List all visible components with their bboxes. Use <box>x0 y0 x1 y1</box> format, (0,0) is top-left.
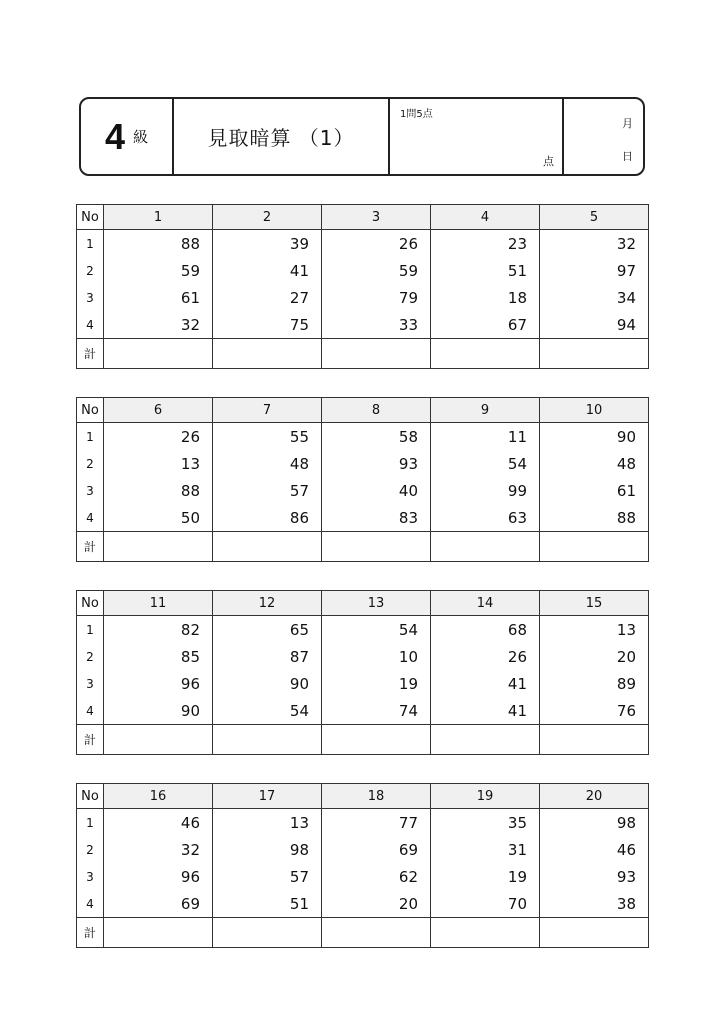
number-cell: 62 <box>322 863 431 890</box>
problem-number: 2 <box>213 205 322 230</box>
row-number: 4 <box>77 504 104 532</box>
table-row <box>77 643 649 670</box>
number-cell: 88 <box>104 477 213 504</box>
problem-number: 19 <box>431 784 540 809</box>
table-row <box>77 809 649 837</box>
number-cell: 32 <box>104 836 213 863</box>
number-cell: 26 <box>431 643 540 670</box>
number-cell: 69 <box>322 836 431 863</box>
number-cell: 61 <box>540 477 649 504</box>
number-cell: 98 <box>213 836 322 863</box>
number-cell: 90 <box>213 670 322 697</box>
problem-table <box>76 204 649 369</box>
date-box <box>564 99 643 174</box>
answer-cell[interactable] <box>431 532 540 562</box>
no-header: No <box>77 591 104 616</box>
number-cell: 69 <box>104 890 213 918</box>
row-number: 1 <box>77 616 104 644</box>
row-number: 3 <box>77 284 104 311</box>
row-number: 1 <box>77 423 104 451</box>
problem-number: 10 <box>540 398 649 423</box>
number-cell: 82 <box>104 616 213 644</box>
number-cell: 90 <box>104 697 213 725</box>
table-row <box>77 670 649 697</box>
table-row <box>77 450 649 477</box>
table-row <box>77 616 649 644</box>
problem-number: 5 <box>540 205 649 230</box>
total-label: 計 <box>77 532 104 562</box>
total-label: 計 <box>77 918 104 948</box>
number-cell: 61 <box>104 284 213 311</box>
number-cell: 55 <box>213 423 322 451</box>
problem-number: 18 <box>322 784 431 809</box>
number-cell: 83 <box>322 504 431 532</box>
answer-cell[interactable] <box>104 339 213 369</box>
answer-cell[interactable] <box>213 918 322 948</box>
number-cell: 54 <box>322 616 431 644</box>
no-header: No <box>77 398 104 423</box>
number-cell: 13 <box>104 450 213 477</box>
number-cell: 34 <box>540 284 649 311</box>
number-cell: 68 <box>431 616 540 644</box>
number-cell: 46 <box>540 836 649 863</box>
number-cell: 50 <box>104 504 213 532</box>
total-row <box>77 339 649 369</box>
number-cell: 98 <box>540 809 649 837</box>
table-row <box>77 697 649 725</box>
problem-table <box>76 397 649 562</box>
number-cell: 54 <box>213 697 322 725</box>
total-row <box>77 725 649 755</box>
number-cell: 26 <box>104 423 213 451</box>
number-cell: 31 <box>431 836 540 863</box>
problem-number: 3 <box>322 205 431 230</box>
score-box <box>390 99 564 174</box>
answer-cell[interactable] <box>431 725 540 755</box>
worksheet-title: 見取暗算 （1） <box>174 99 390 174</box>
problem-number: 8 <box>322 398 431 423</box>
number-cell: 41 <box>431 670 540 697</box>
answer-cell[interactable] <box>104 725 213 755</box>
table-row <box>77 284 649 311</box>
number-cell: 99 <box>431 477 540 504</box>
problem-number: 7 <box>213 398 322 423</box>
problem-table <box>76 783 649 948</box>
number-cell: 76 <box>540 697 649 725</box>
number-cell: 13 <box>540 616 649 644</box>
number-cell: 87 <box>213 643 322 670</box>
number-cell: 19 <box>431 863 540 890</box>
number-cell: 39 <box>213 230 322 258</box>
table-row <box>77 257 649 284</box>
problem-number: 4 <box>431 205 540 230</box>
row-number: 2 <box>77 450 104 477</box>
row-number: 1 <box>77 809 104 837</box>
number-cell: 75 <box>213 311 322 339</box>
number-cell: 10 <box>322 643 431 670</box>
number-cell: 89 <box>540 670 649 697</box>
answer-cell[interactable] <box>213 532 322 562</box>
grade-suffix: 級 <box>133 128 149 146</box>
number-cell: 94 <box>540 311 649 339</box>
total-label: 計 <box>77 725 104 755</box>
number-cell: 96 <box>104 670 213 697</box>
number-cell: 38 <box>540 890 649 918</box>
number-cell: 48 <box>213 450 322 477</box>
day-label: 日 <box>622 150 633 163</box>
number-cell: 90 <box>540 423 649 451</box>
number-cell: 93 <box>540 863 649 890</box>
number-cell: 26 <box>322 230 431 258</box>
table-row <box>77 863 649 890</box>
table-header-row <box>77 205 649 230</box>
row-number: 4 <box>77 697 104 725</box>
number-cell: 74 <box>322 697 431 725</box>
number-cell: 59 <box>104 257 213 284</box>
number-cell: 27 <box>213 284 322 311</box>
answer-cell[interactable] <box>322 339 431 369</box>
answer-cell[interactable] <box>322 918 431 948</box>
problem-table <box>76 590 649 755</box>
number-cell: 11 <box>431 423 540 451</box>
number-cell: 93 <box>322 450 431 477</box>
problem-number: 11 <box>104 591 213 616</box>
problem-number: 6 <box>104 398 213 423</box>
row-number: 3 <box>77 670 104 697</box>
number-cell: 41 <box>431 697 540 725</box>
number-cell: 19 <box>322 670 431 697</box>
no-header: No <box>77 205 104 230</box>
table-row <box>77 890 649 918</box>
month-label: 月 <box>622 117 633 130</box>
number-cell: 32 <box>540 230 649 258</box>
number-cell: 77 <box>322 809 431 837</box>
answer-cell[interactable] <box>540 339 649 369</box>
number-cell: 40 <box>322 477 431 504</box>
problem-number: 13 <box>322 591 431 616</box>
number-cell: 13 <box>213 809 322 837</box>
problem-number: 15 <box>540 591 649 616</box>
score-unit: 点 <box>543 155 554 168</box>
problem-number: 17 <box>213 784 322 809</box>
table-row <box>77 230 649 258</box>
row-number: 1 <box>77 230 104 258</box>
total-row <box>77 532 649 562</box>
table-row <box>77 423 649 451</box>
table-row <box>77 311 649 339</box>
problem-number: 20 <box>540 784 649 809</box>
answer-cell[interactable] <box>431 918 540 948</box>
problem-number: 14 <box>431 591 540 616</box>
problem-number: 1 <box>104 205 213 230</box>
number-cell: 41 <box>213 257 322 284</box>
total-label: 計 <box>77 339 104 369</box>
number-cell: 33 <box>322 311 431 339</box>
row-number: 4 <box>77 890 104 918</box>
number-cell: 79 <box>322 284 431 311</box>
answer-cell[interactable] <box>104 918 213 948</box>
number-cell: 18 <box>431 284 540 311</box>
number-cell: 20 <box>322 890 431 918</box>
number-cell: 23 <box>431 230 540 258</box>
number-cell: 46 <box>104 809 213 837</box>
row-number: 2 <box>77 643 104 670</box>
answer-cell[interactable] <box>540 918 649 948</box>
answer-cell[interactable] <box>213 339 322 369</box>
number-cell: 35 <box>431 809 540 837</box>
no-header: No <box>77 784 104 809</box>
answer-cell[interactable] <box>104 532 213 562</box>
row-number: 3 <box>77 477 104 504</box>
answer-cell[interactable] <box>540 532 649 562</box>
number-cell: 85 <box>104 643 213 670</box>
number-cell: 97 <box>540 257 649 284</box>
problem-number: 16 <box>104 784 213 809</box>
grade-number: 4 <box>104 115 125 157</box>
table-row <box>77 504 649 532</box>
number-cell: 70 <box>431 890 540 918</box>
problem-number: 9 <box>431 398 540 423</box>
answer-cell[interactable] <box>322 725 431 755</box>
number-cell: 96 <box>104 863 213 890</box>
number-cell: 20 <box>540 643 649 670</box>
answer-cell[interactable] <box>213 725 322 755</box>
number-cell: 54 <box>431 450 540 477</box>
number-cell: 63 <box>431 504 540 532</box>
number-cell: 88 <box>540 504 649 532</box>
answer-cell[interactable] <box>540 725 649 755</box>
total-row <box>77 918 649 948</box>
table-header-row <box>77 398 649 423</box>
worksheet-header <box>79 97 645 176</box>
number-cell: 86 <box>213 504 322 532</box>
row-number: 3 <box>77 863 104 890</box>
problem-number: 12 <box>213 591 322 616</box>
answer-cell[interactable] <box>431 339 540 369</box>
row-number: 2 <box>77 257 104 284</box>
number-cell: 51 <box>213 890 322 918</box>
table-row <box>77 836 649 863</box>
row-number: 4 <box>77 311 104 339</box>
number-cell: 48 <box>540 450 649 477</box>
row-number: 2 <box>77 836 104 863</box>
score-label: 1問5点 <box>400 109 433 120</box>
number-cell: 88 <box>104 230 213 258</box>
table-header-row <box>77 784 649 809</box>
number-cell: 67 <box>431 311 540 339</box>
number-cell: 57 <box>213 863 322 890</box>
number-cell: 57 <box>213 477 322 504</box>
number-cell: 65 <box>213 616 322 644</box>
number-cell: 51 <box>431 257 540 284</box>
grade-box <box>81 99 174 174</box>
answer-cell[interactable] <box>322 532 431 562</box>
table-row <box>77 477 649 504</box>
number-cell: 32 <box>104 311 213 339</box>
number-cell: 59 <box>322 257 431 284</box>
number-cell: 58 <box>322 423 431 451</box>
table-header-row <box>77 591 649 616</box>
